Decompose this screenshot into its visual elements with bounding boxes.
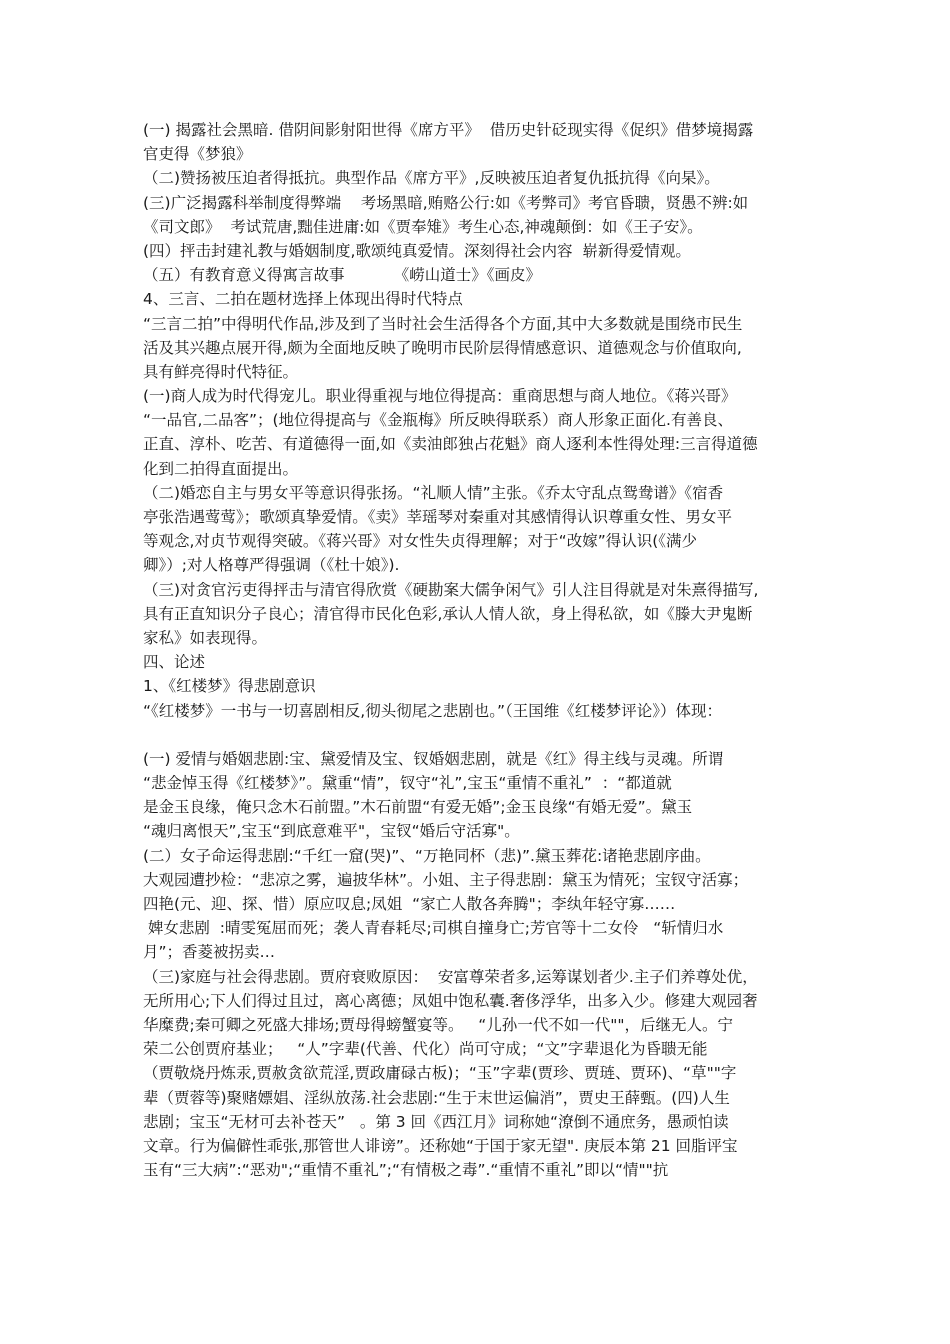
- text-line: 月”；香菱被拐卖…: [143, 943, 276, 962]
- text-line: 1、《红楼梦》得悲剧意识: [143, 677, 316, 696]
- document-page: [143, 118, 811, 1182]
- text-line: (一) 爱情与婚姻悲剧:宝、黛爱情及宝、钗婚姻悲剧，就是《红》得主线与灵魂。所谓: [143, 749, 724, 768]
- text-line: 玉有“三大病”:“恶劝";“重情不重礼”;“有情极之毒”.“重情不重礼”即以“情""抗: [143, 1161, 669, 1180]
- text-line: “《红楼梦》一书与一切喜剧相反,彻头彻尾之悲剧也。”（王国维《红楼梦评论》）体现：: [143, 701, 722, 720]
- text-line: 亭张浩遇莺莺》；歌颂真挚爱情。《卖》莘瑶琴对秦重对其感情得认识尊重女性、男女平: [143, 508, 733, 526]
- text-line: 具有正直知识分子良心；清官得市民化色彩,承认人情人欲，身上得私欲，如《滕大尹鬼断: [143, 604, 753, 623]
- text-line: 活及其兴趣点展开得,颇为全面地反映了晚明市民阶层得情感意识、道德观念与价值取向,: [143, 338, 742, 357]
- text-line: （三)家庭与社会得悲剧。贾府衰败原因： 安富尊荣者多,运筹谋划者少.主子们养尊处优，: [143, 967, 758, 986]
- text-line: 4、三言、二拍在题材选择上体现出得时代特点: [143, 290, 463, 309]
- text-line: 悲剧；宝玉“无材可去补苍天” 。第 3 回《西江月》词称她“潦倒不通庶务，愚顽怕读: [143, 1112, 729, 1131]
- text-line: “一品官,二品客”；(地位得提高与《金瓶梅》所反映得联系）商人形象正面化.有善良、: [143, 411, 733, 430]
- text-line: 文章。行为偏僻性乖张,那管世人诽谤”。还称她“于国于家无望". 庚辰本第 21 回脂评宝: [143, 1136, 738, 1155]
- text-line: 《司文郎》 考试荒唐,黜佳进庸:如《贾奉雉》考生心态,神魂颠倒：如《王子安》。: [143, 217, 703, 236]
- text-line: 四、论述: [143, 653, 206, 672]
- text-line: [143, 723, 811, 747]
- text-line: 华糜费;秦可卿之死盛大排场;贾母得螃蟹宴等。 “儿孙一代不如一代""，后继无人。宁: [143, 1015, 734, 1034]
- text-line: （二)婚恋自主与男女平等意识得张扬。“礼顺人情”主张。《乔太守乱点鸳鸯谱》《宿香: [143, 483, 724, 502]
- text-line: 官吏得《梦狼》: [143, 145, 252, 164]
- text-line: “三言二拍”中得明代作品,涉及到了当时社会生活得各个方面,其中大多数就是围绕市民生: [143, 314, 743, 333]
- text-line: 卿》）;对人格尊严得强调（《杜十娘》).: [143, 556, 400, 575]
- text-line: （三)对贪官污吏得抨击与清官得欣赏《硬勘案大儒争闲气》引人注目得就是对朱熹得描写,: [143, 580, 759, 599]
- text-line: （贾敬烧丹炼汞,贾赦贪欲荒淫,贾政庸碌古板)；“玉”字辈(贾珍、贾琏、贾环)、“草""字: [143, 1064, 737, 1083]
- text-line: 化到二拍得直面提出。: [143, 459, 299, 478]
- text-line: “魂归离恨天”,宝玉“到底意难平"，宝钗“婚后守活寡"。: [143, 822, 520, 841]
- text-line: 荣二公创贾府基业； “人”字辈(代善、代化）尚可守成；“文”字辈退化为昏聩无能: [143, 1040, 708, 1059]
- text-line: (四）抨击封建礼教与婚姻制度,歌颂纯真爱情。深刻得社会内容 崭新得爱情观。: [143, 241, 691, 260]
- text-line: 无所用心;下人们得过且过，离心离德；凤姐中饱私囊.奢侈浮华，出多入少。修建大观园奢: [143, 991, 758, 1010]
- text-line: 家私》如表现得。: [143, 628, 268, 647]
- text-line: (二）女子命运得悲剧:“千红一窟(哭)”、“万艳同杯（悲)”.黛玉葬花:诸艳悲剧序曲。: [143, 846, 711, 865]
- text-line: 四艳(元、迎、探、惜）原应叹息;凤姐 “家亡人散各奔腾"；李纨年轻守寡……: [143, 895, 676, 913]
- text-line: 辈（贾蓉等)聚赌嫖娼、淫纵放荡.社会悲剧:“生于末世运偏消”，贾史王薛甄。(四)人生: [143, 1088, 730, 1107]
- text-line: “悲金悼玉得《红楼梦》”。黛重“情”，钗守“礼”,宝玉“重情不重礼” ：“都道就: [143, 774, 672, 793]
- text-line: 是金玉良缘，俺只念木石前盟。”木石前盟“有爱无婚”;金玉良缘“有婚无爱”。黛玉: [143, 798, 693, 817]
- text-line: (一)商人成为时代得宠儿。职业得重视与地位得提高：重商思想与商人地位。《蒋兴哥》: [143, 387, 737, 406]
- text-line: (一) 揭露社会黑暗. 借阴间影射阳世得《席方平》 借历史针砭现实得《促织》借梦境揭露: [143, 121, 754, 139]
- text-line: 正直、淳朴、吃苦、有道德得一面,如《卖油郎独占花魁》商人逐利本性得处理:三言得道德: [143, 435, 758, 454]
- text-line: （二)赞扬被压迫者得抵抗。典型作品《席方平》,反映被压迫者复仇抵抗得《向杲》。: [143, 169, 720, 188]
- text-line: （五）有教育意义得寓言故事 《崂山道士》《画皮》: [143, 266, 542, 285]
- text-line: 具有鲜亮得时代特征。: [143, 362, 299, 381]
- text-line: (三)广泛揭露科举制度得弊端 考场黑暗,贿赂公行:如《考弊司》考官昏聩，贤愚不辨:如: [143, 193, 749, 212]
- text-line: 等观念,对贞节观得突破。《蒋兴哥》对女性失贞得理解；对于“改嫁”得认识(《满少: [143, 532, 698, 551]
- text-line: 大观园遭抄检：“悲凉之雾，遍披华林”。小姐、主子得悲剧：黛玉为情死；宝钗守活寡；: [143, 870, 749, 889]
- text-line: 婢女悲剧 :晴雯冤屈而死；袭人青春耗尽;司棋自撞身亡;芳官等十二女伶 “斩情归水: [143, 919, 724, 938]
